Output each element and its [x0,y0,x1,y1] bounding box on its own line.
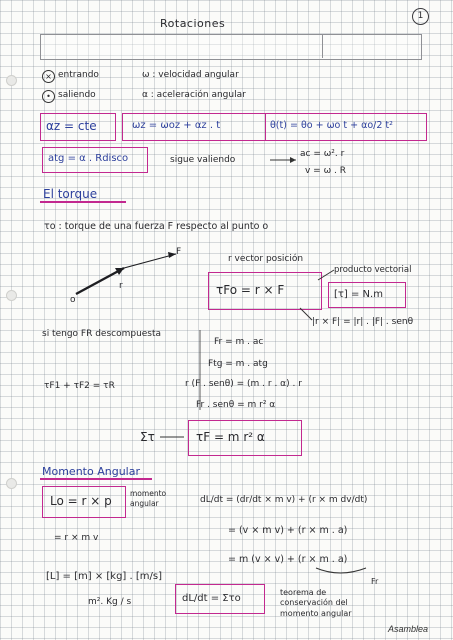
fr-underbrace [316,568,366,573]
L-units-result: m². Kg / s [88,597,132,607]
ac-eq: ac = ω². r [300,149,345,159]
conservation-theorem: teorema de conservación del momento angular [280,588,352,618]
torque-expansion-eq: r (F . senθ) = (m . r . α) . r [185,379,302,389]
torque-heading: El torque [43,187,98,201]
page-number: 1 [412,8,429,25]
leaving-label: saliendo [58,90,96,100]
tau-units: [τ] = N.m [334,289,383,300]
tau-total-eq: τF = m r² α [196,430,265,444]
theta-t-eq: θ(t) = θo + ωo t + αo/2 t² [270,120,393,131]
vector-product-label: producto vectorial [334,265,412,275]
L-def-note: momento angular [130,489,167,508]
decomposed-text: si tengo FR descompuesta [42,329,162,339]
alpha-definition: α : aceleración angular [142,90,246,100]
angular-momentum-heading: Momento Angular [42,465,140,478]
dL-step1: dL/dt = (dr/dt × m v) + (r × m dv/dt) [200,495,368,505]
brand-watermark: Asamblea [388,624,429,634]
dL-step2: = (v × m v) + (r × m . a) [228,525,348,536]
r-vector-label: r [119,281,123,291]
entering-label: entrando [58,70,99,80]
torque-definition: τo : torque de una fuerza F respecto al punto o [44,221,269,232]
v-eq: v = ω . R [305,166,346,176]
still-valid-text: sigue valiendo [170,155,236,165]
cross-product-magnitude: |r × F| = |r| . |F| . senθ [312,317,414,327]
L-units: [L] = [m] × [kg] . [m/s] [46,571,162,582]
torque-result-eq: Fr . senθ = m r² α [196,400,276,410]
torque-sum-eq: τF1 + τF2 = τR [44,381,115,391]
Fr-label: Fr [371,577,379,586]
tangential-force-eq: Ftg = m . atg [208,359,268,369]
conservation-eq: dL/dt = Στo [182,593,241,604]
origin-label: o [70,295,76,305]
L-eq2: = r × m v [54,533,99,543]
atg-eq: atg = α . Rdisco [48,153,129,164]
force-vector-arrowhead [168,252,176,258]
magnitude-arrow [300,308,312,320]
page-title: Rotaciones [160,17,226,30]
entering-symbol-icon: × [42,70,55,83]
r-vector-arrow [76,268,124,294]
sigma-tau: Στ [140,430,155,444]
omega-definition: ω : velocidad angular [142,70,239,80]
leaving-symbol-icon: • [42,90,55,103]
L-def-eq: Lo = r × p [50,494,112,508]
force-vector-arrow [124,254,176,268]
radial-force-eq: Fr = m . ac [214,337,264,347]
alpha-const-eq: αz = cte [46,119,97,133]
dL-step3: = m (v × v) + (r × m . a) [228,554,348,565]
tau-def-eq: τFo = r × F [216,283,285,297]
still-valid-arrowhead [290,157,296,163]
vector-product-arrow [318,270,334,280]
position-vector-label: r vector posición [228,254,304,264]
omega-z-eq: ωz = ωoz + αz . t [132,120,221,131]
force-vector-label: F [176,247,182,257]
